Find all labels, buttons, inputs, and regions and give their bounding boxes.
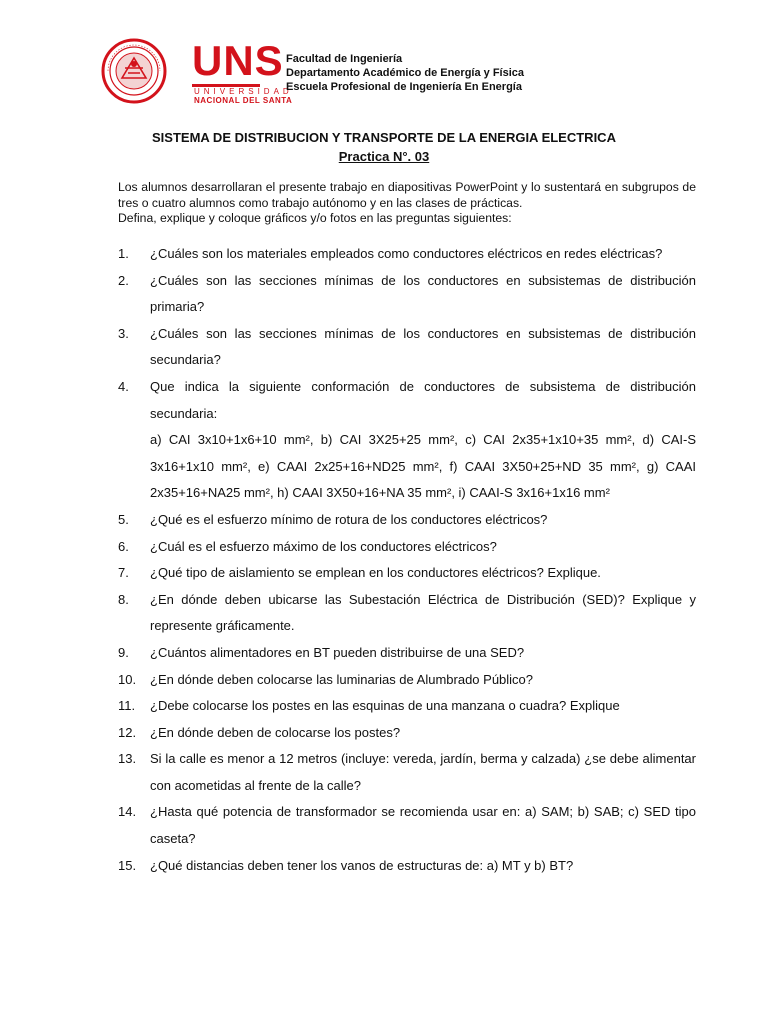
question-number: 7.: [118, 565, 129, 581]
question-text: ¿Debe colocarse los postes en las esquinas de una manzana o cuadra? Explique: [150, 698, 620, 714]
question-item: [118, 374, 696, 507]
instruction-paragraph: Los alumnos desarrollaran el presente trabajo en diapositivas PowerPoint y lo sustentará en subgrupos de tres o cuatro alumnos como trabajo autónomo y en las clases de prácticas.: [118, 180, 696, 210]
question-text: ¿Qué es el esfuerzo mínimo de rotura de los conductores eléctricos?: [150, 511, 548, 527]
school-name: Escuela Profesional de Ingeniería En Energía: [286, 81, 522, 93]
question-item: [118, 853, 696, 880]
instructions: [118, 180, 696, 227]
question-item: [118, 640, 696, 667]
conductor-options: a) CAI 3x10+1x6+10 mm², b) CAI 3X25+25 mm², c) CAI 2x35+1x10+35 mm², d) CAI-S 3x16+1x10 mm², e) CAAI 2x25+16+ND25 mm², f) CAAI 3X50+25+ND 35 mm², g) CAAI 2x35+16+NA25 mm², h) CAAI 3X50+16+NA 35 mm², i) CAAI-S 3x16+1x16 mm²: [150, 432, 696, 501]
institution-lines: [286, 52, 524, 94]
question-item: [118, 667, 696, 694]
question-number: 4.: [118, 378, 129, 394]
question-item: [118, 268, 696, 321]
question-text: ¿Qué tipo de aislamiento se emplean en los conductores eléctricos? Explique.: [150, 565, 601, 581]
question-text: ¿En dónde deben colocarse las luminarias de Alumbrado Público?: [150, 671, 534, 687]
question-text: Que indica la siguiente conformación de conductores de subsistema de distribución secundaria:: [150, 378, 696, 421]
question-item: [118, 241, 696, 268]
question-number: 10.: [118, 671, 137, 687]
question-item: [118, 507, 696, 534]
practice-number: Practica N°. 03: [338, 149, 430, 164]
question-text: Si la calle es menor a 12 metros (incluye: vereda, jardín, berma y calzada) ¿se debe alimentar con acometidas al frente de la calle?: [150, 751, 696, 793]
question-text: ¿Qué distancias deben tener los vanos de estructuras de: a) MT y b) BT?: [150, 857, 574, 873]
question-item: [118, 693, 696, 720]
question-text: ¿En dónde deben de colocarse los postes?: [150, 724, 401, 740]
faculty-name: Facultad de Ingeniería: [286, 53, 403, 65]
question-number: 15.: [118, 857, 137, 873]
question-number: 3.: [118, 325, 129, 341]
question-item: [118, 587, 696, 640]
question-number: 1.: [118, 246, 129, 261]
question-item: [118, 746, 696, 799]
question-number: 8.: [118, 591, 129, 607]
question-text: ¿Cuál es el esfuerzo máximo de los conductores eléctricos?: [150, 538, 497, 554]
question-text: ¿Cuántos alimentadores en BT pueden distribuirse de una SED?: [150, 644, 525, 660]
question-text: ¿Cuáles son las secciones mínimas de los conductores en subsistemas de distribución primaria?: [150, 272, 696, 315]
question-number: 9.: [118, 644, 129, 660]
uns-logo-word: UNS: [192, 37, 284, 84]
document-header: [96, 38, 696, 104]
question-item: [118, 799, 696, 852]
uns-logo-subtitle-2: NACIONAL DEL SANTA: [194, 96, 293, 105]
question-text: ¿Cuáles son los materiales empleados como conductores eléctricos en redes eléctricas?: [150, 246, 663, 261]
question-text: ¿Hasta qué potencia de transformador se recomienda usar en: a) SAM; b) SAB; c) SED tipo caseta?: [150, 804, 696, 847]
question-text: ¿Cuáles son las secciones mínimas de los conductores en subsistemas de distribución secundaria?: [150, 325, 696, 368]
question-list: [118, 241, 696, 879]
question-number: 11.: [118, 698, 136, 714]
question-number: 13.: [118, 751, 137, 767]
question-item: [118, 534, 696, 561]
department-name: Departamento Académico de Energía y Física: [286, 67, 525, 79]
question-number: 5.: [118, 511, 129, 527]
instruction-paragraph: Defina, explique y coloque gráficos y/o fotos en las preguntas siguientes:: [118, 211, 512, 226]
document-title: [0, 128, 768, 166]
question-item: [118, 321, 696, 374]
question-number: 14.: [118, 804, 137, 820]
question-item: [118, 720, 696, 747]
course-title: SISTEMA DE DISTRIBUCION Y TRANSPORTE DE LA ENERGIA ELECTRICA: [152, 130, 616, 145]
university-seal-icon: [96, 38, 176, 104]
question-number: 6.: [118, 538, 129, 554]
question-item: [118, 560, 696, 587]
question-number: 12.: [118, 724, 137, 740]
question-text: ¿En dónde deben ubicarse las Subestación Eléctrica de Distribución (SED)? Explique y represente gráficamente.: [150, 591, 696, 634]
question-number: 2.: [118, 272, 129, 288]
uns-logo-subtitle-1: UNIVERSIDAD: [194, 87, 293, 96]
